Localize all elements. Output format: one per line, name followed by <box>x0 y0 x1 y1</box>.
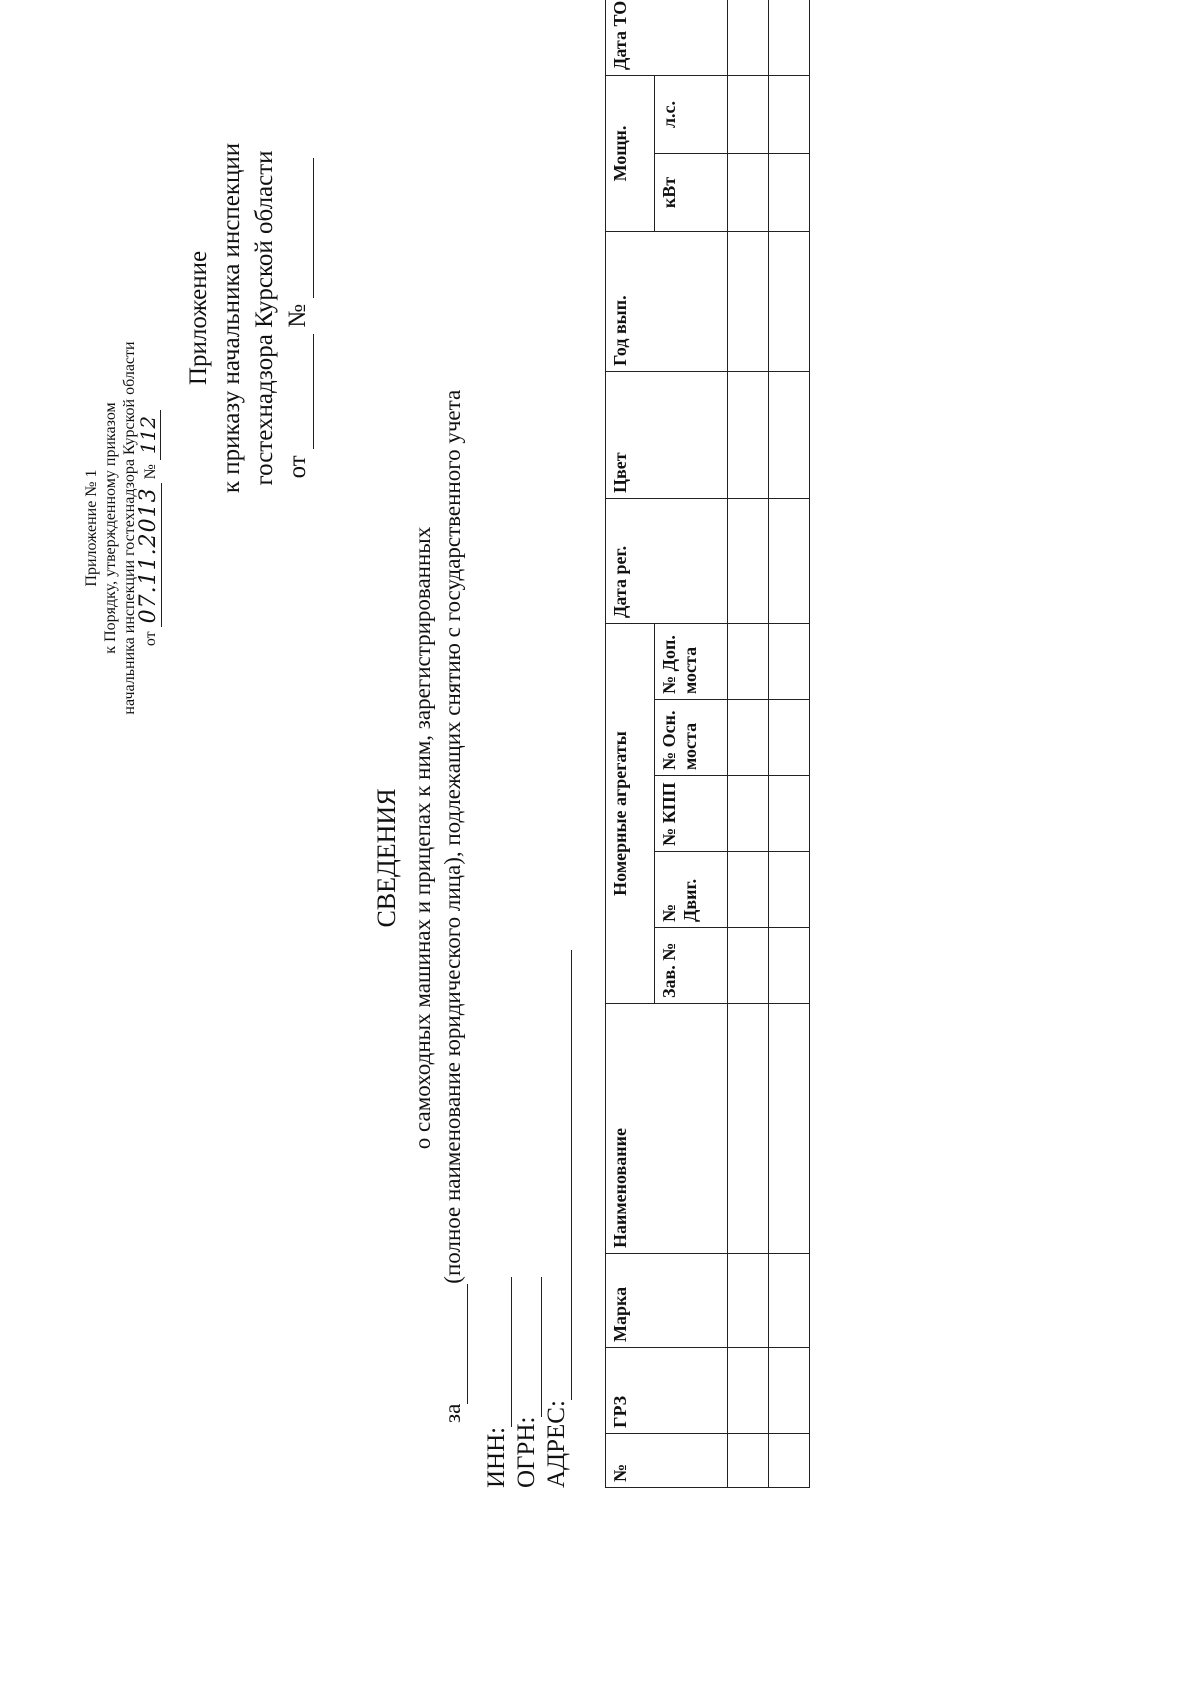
col-header-name: Наименование <box>606 1004 728 1254</box>
table-cell <box>728 776 769 852</box>
col-header-engine: № Двиг. <box>655 852 728 928</box>
table-cell <box>769 1348 810 1434</box>
table-cell <box>769 1434 810 1488</box>
table-cell <box>769 776 810 852</box>
annex-reference-order <box>182 78 314 558</box>
col-header-year: Год вып. <box>606 232 728 372</box>
annex-small-handwritten-date: 07.11.2013 <box>136 483 162 627</box>
table-cell <box>728 1434 769 1488</box>
table-cell <box>769 372 810 499</box>
table-cell <box>728 232 769 372</box>
annex-big-date-line <box>281 78 314 558</box>
annex-reference-small <box>82 248 160 808</box>
table-cell <box>769 0 810 75</box>
table-cell <box>769 75 810 153</box>
table-cell <box>728 1348 769 1434</box>
subtitle-line2 <box>438 248 468 1428</box>
table-cell <box>769 624 810 700</box>
table-row <box>769 0 810 1488</box>
annex-small-line2: к Порядку, утвержденному приказом <box>102 402 119 654</box>
annex-small-line1: Приложение № 1 <box>83 469 100 587</box>
ogrn-blank <box>519 1277 542 1417</box>
table-cell <box>728 372 769 499</box>
table-header-row <box>606 0 655 1488</box>
table-cell <box>728 499 769 624</box>
table-cell <box>769 928 810 1004</box>
ogrn-field <box>512 1277 542 1488</box>
vehicles-table <box>605 0 810 1488</box>
inn-label: ИНН: <box>483 1426 510 1488</box>
annex-big-date-blank <box>291 334 314 449</box>
table-cell <box>769 499 810 624</box>
subtitle-prefix: за <box>440 1403 465 1423</box>
table-cell <box>728 75 769 153</box>
col-header-to-date: Дата ТО <box>606 0 728 75</box>
table-cell <box>769 154 810 232</box>
annex-big-line2: к приказу начальника инспекции <box>218 142 245 494</box>
table-cell <box>728 1254 769 1348</box>
col-header-main-axle: № Осн. моста <box>655 700 728 776</box>
table-cell <box>728 0 769 75</box>
subtitle-hint: (полное наименование юридического лица), подлежащих снятию с государственного учета <box>440 389 465 1284</box>
col-header-units-group: Номерные агрегаты <box>606 624 655 1004</box>
table-cell <box>728 700 769 776</box>
col-header-color: Цвет <box>606 372 728 499</box>
col-header-brand: Марка <box>606 1254 728 1348</box>
org-name-blank <box>443 1284 468 1404</box>
annex-small-date-line <box>136 248 161 808</box>
table-cell <box>728 624 769 700</box>
subtitle-line1: о самоходных машинах и прицепах к ним, зарегистрированных <box>410 526 435 1150</box>
annex-big-number-blank <box>291 158 314 298</box>
address-blank <box>549 950 572 1400</box>
address-label: АДРЕС: <box>543 1400 570 1488</box>
annex-big-date-prefix: от <box>284 455 311 479</box>
col-header-extra-axle: № Доп. моста <box>655 624 728 700</box>
table-row <box>728 0 769 1488</box>
table-cell <box>728 1004 769 1254</box>
col-header-power-group: Мощн. <box>606 75 655 231</box>
annex-small-number-prefix: № <box>142 464 159 480</box>
ogrn-label: ОГРН: <box>513 1416 540 1488</box>
annex-big-line1: Приложение <box>185 250 212 386</box>
col-header-grz: ГРЗ <box>606 1348 728 1434</box>
col-header-num: № <box>606 1434 728 1488</box>
table-cell <box>728 852 769 928</box>
document-subtitle <box>408 248 468 1428</box>
table-cell <box>769 852 810 928</box>
annex-big-number-prefix: № <box>284 303 311 328</box>
document-title: СВЕДЕНИЯ <box>372 788 401 928</box>
table-cell <box>769 700 810 776</box>
table-cell <box>728 154 769 232</box>
col-header-reg-date: Дата рег. <box>606 499 728 624</box>
table-cell <box>728 928 769 1004</box>
col-header-serial: Зав. № <box>655 928 728 1004</box>
annex-big-line3: гостехнадзора Курской области <box>251 150 278 486</box>
col-header-gearbox: № КПП <box>655 776 728 852</box>
annex-small-line3: начальника инспекции гостехнадзора Курской области <box>121 341 138 715</box>
annex-small-date-prefix: от <box>142 631 159 647</box>
inn-blank <box>489 1277 512 1427</box>
table-cell <box>769 232 810 372</box>
table-cell <box>769 1004 810 1254</box>
col-header-hp: л.с. <box>655 75 728 153</box>
inn-field <box>482 1277 512 1488</box>
table-cell <box>769 1254 810 1348</box>
address-field <box>542 950 572 1488</box>
col-header-kw: кВт <box>655 154 728 232</box>
annex-small-handwritten-number: 112 <box>136 410 161 460</box>
